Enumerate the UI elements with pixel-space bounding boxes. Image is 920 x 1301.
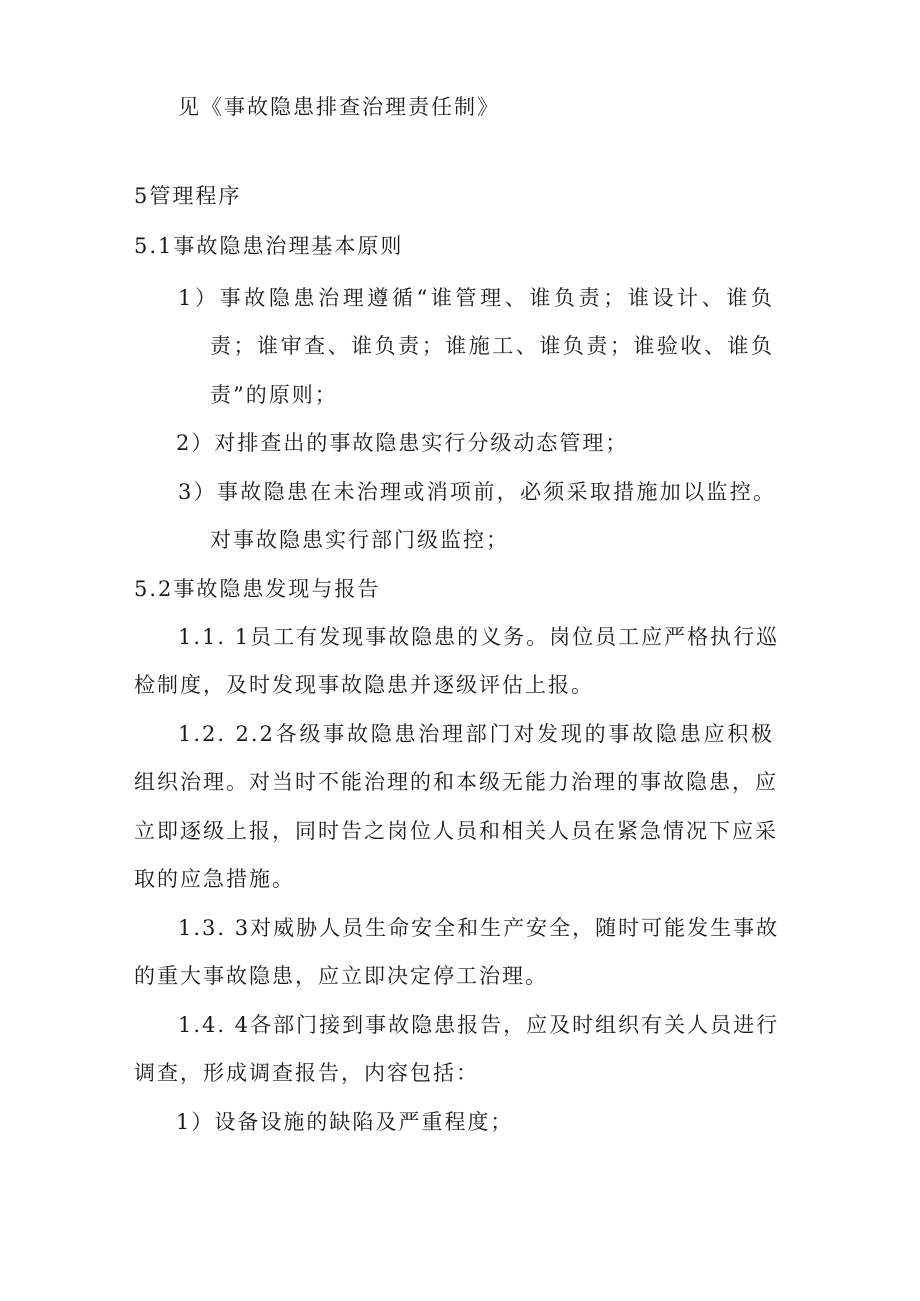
paragraph-line: 责；谁审查、谁负责；谁施工、谁负责；谁验收、谁负 [210,334,774,358]
paragraph-line: 调查，形成调查报告，内容包括： [134,1061,479,1085]
paragraph-line: 2）对排查出的事故隐患实行分级动态管理； [176,431,629,455]
paragraph-line: 取的应急措施。 [134,867,295,891]
paragraph-line: 1）事故隐患治理遵循“谁管理、谁负责；谁设计、谁负 [178,286,774,310]
paragraph-line: 1.3. 3对威胁人员生命安全和生产安全，随时可能发生事故 [178,916,780,940]
paragraph-line: 检制度，及时发现事故隐患并逐级评估上报。 [134,673,594,697]
reference-line: 见《事故隐患排查治理责任制》 [178,95,500,119]
paragraph-line: 1）设备设施的缺陷及严重程度； [176,1110,514,1134]
section-heading: 5管理程序 [134,184,242,208]
paragraph-line: 责”的原则； [210,383,338,407]
paragraph-line: 立即逐级上报，同时告之岗位人员和相关人员在紧急情况下应采 [134,819,778,843]
paragraph-line: 1.1. 1员工有发现事故隐患的义务。岗位员工应严格执行巡 [178,625,780,649]
paragraph-line: 的重大事故隐患，应立即决定停工治理。 [134,964,548,988]
subsection-heading: 5.2事故隐患发现与报告 [134,577,381,601]
paragraph-line: 1.4. 4各部门接到事故隐患报告，应及时组织有关人员进行 [178,1013,780,1037]
paragraph-line: 对事故隐患实行部门级监控； [210,528,509,552]
subsection-heading: 5.1事故隐患治理基本原则 [134,234,404,258]
paragraph-line: 1.2. 2.2各级事故隐患治理部门对发现的事故隐患应积极 [178,722,774,746]
paragraph-line: 3）事故隐患在未治理或消项前，必须采取措施加以监控。 [178,480,776,504]
paragraph-line: 组织治理。对当时不能治理的和本级无能力治理的事故隐患，应 [134,770,778,794]
